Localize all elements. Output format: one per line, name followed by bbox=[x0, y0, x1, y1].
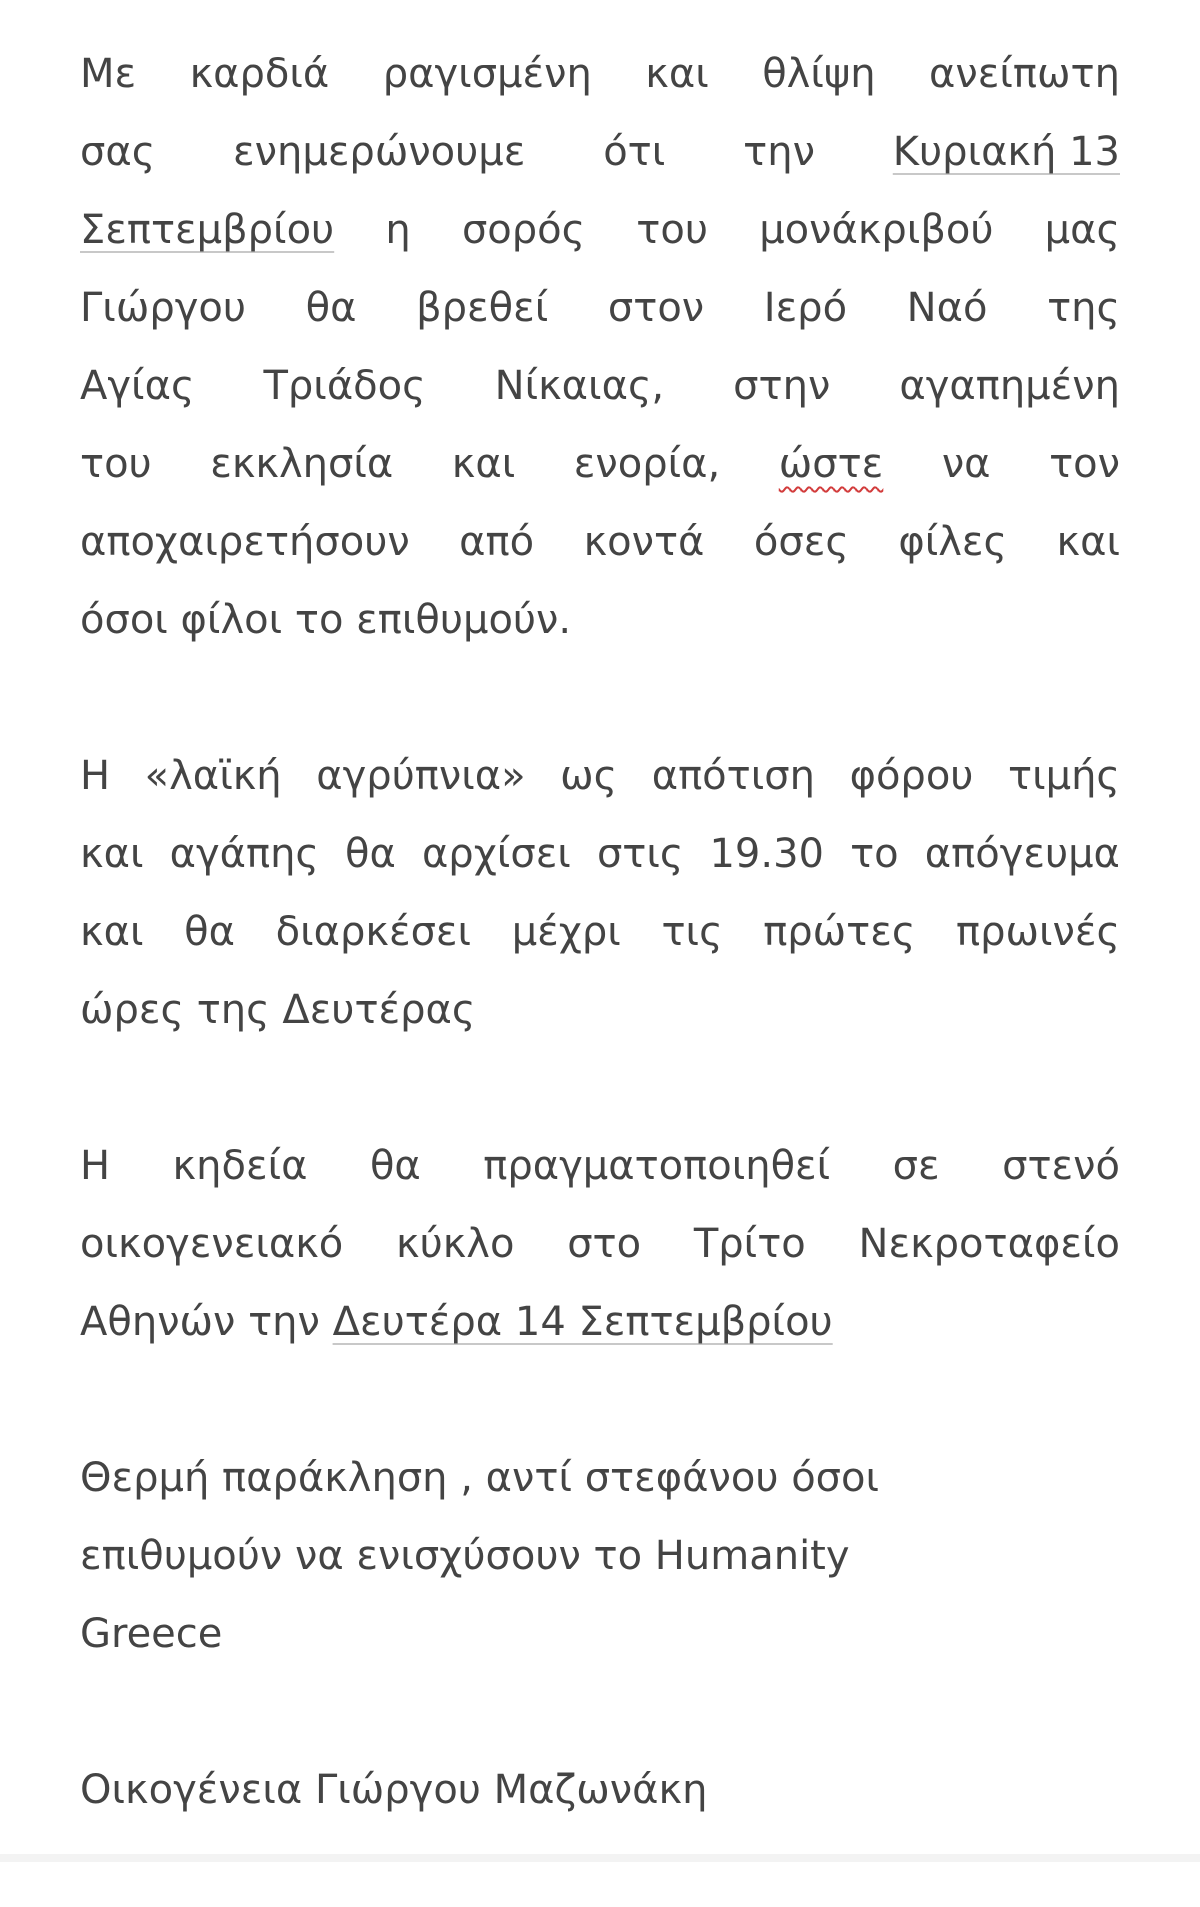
word: Αθηνών την bbox=[80, 1299, 333, 1345]
word: τις bbox=[661, 909, 723, 955]
word: Η bbox=[80, 1143, 111, 1189]
word: και bbox=[80, 831, 144, 877]
text-line bbox=[80, 425, 1120, 503]
word: Τριάδος bbox=[263, 363, 426, 409]
word: όσες bbox=[753, 519, 849, 565]
word: να bbox=[941, 441, 991, 487]
word: ως bbox=[560, 753, 618, 799]
word: απόγευμα bbox=[924, 831, 1120, 877]
date-link-monday[interactable]: Δευτέρα 14 Σεπτεμβρίου bbox=[332, 1299, 833, 1345]
word: θα bbox=[184, 909, 235, 955]
word: ότι bbox=[603, 129, 666, 175]
text-line: επιθυμούν να ενισχύσουν το Humanity bbox=[80, 1533, 850, 1579]
word: και bbox=[80, 909, 144, 955]
word: μέχρι bbox=[511, 909, 621, 955]
paragraph-vigil bbox=[80, 737, 1120, 1049]
word: και bbox=[1056, 519, 1120, 565]
word: φόρου bbox=[849, 753, 974, 799]
word: φίλες bbox=[898, 519, 1008, 565]
word: από bbox=[459, 519, 535, 565]
word: σορός bbox=[461, 207, 586, 253]
text-line: όσοι φίλοι το επιθυμούν. bbox=[80, 597, 572, 643]
word: στον bbox=[607, 285, 705, 331]
word: στο bbox=[567, 1221, 642, 1267]
word: του bbox=[636, 207, 708, 253]
word: 19.30 bbox=[709, 831, 824, 877]
text-line: Greece bbox=[80, 1611, 223, 1657]
word: θα bbox=[305, 285, 357, 331]
signature-line: Οικογένεια Γιώργου Μαζωνάκη bbox=[80, 1767, 708, 1813]
spellcheck-flagged-word[interactable]: ώστε bbox=[778, 441, 884, 487]
word: θλίψη bbox=[762, 51, 876, 97]
text-line bbox=[80, 1205, 1120, 1283]
word: οικογενειακό bbox=[80, 1221, 344, 1267]
text-line: ώρες της Δευτέρας bbox=[80, 987, 476, 1033]
word: αγαπημένη bbox=[899, 363, 1120, 409]
word: θα bbox=[369, 1143, 421, 1189]
word: κοντά bbox=[583, 519, 705, 565]
text-line bbox=[80, 737, 1120, 815]
word: Νεκροταφείο bbox=[858, 1221, 1120, 1267]
word: κηδεία bbox=[172, 1143, 308, 1189]
paragraph-announcement bbox=[80, 35, 1120, 659]
word: πραγματοποιηθεί bbox=[483, 1143, 831, 1189]
word: «λαϊκή bbox=[144, 753, 282, 799]
word: απότιση bbox=[651, 753, 815, 799]
word: σε bbox=[892, 1143, 940, 1189]
date-link-september[interactable]: Σεπτεμβρίου bbox=[80, 207, 335, 253]
word: στις bbox=[596, 831, 684, 877]
text-line bbox=[80, 1283, 1120, 1361]
word: η bbox=[385, 207, 411, 253]
text-line: Θερμή παράκληση , αντί στεφάνου όσοι bbox=[80, 1455, 880, 1501]
signature bbox=[80, 1751, 1120, 1829]
date-link-sunday[interactable]: Κυριακή 13 bbox=[892, 129, 1120, 175]
text-line bbox=[80, 1127, 1120, 1205]
word: και bbox=[645, 51, 709, 97]
announcement-document bbox=[80, 35, 1120, 1907]
word: βρεθεί bbox=[416, 285, 549, 331]
word: καρδιά bbox=[189, 51, 330, 97]
word: διαρκέσει bbox=[275, 909, 472, 955]
word: μας bbox=[1044, 207, 1120, 253]
word: σας bbox=[80, 129, 156, 175]
paragraph-donation-request bbox=[80, 1439, 1120, 1673]
word: εκκλησία bbox=[210, 441, 394, 487]
word: Νίκαιας, bbox=[494, 363, 665, 409]
word: Τρίτο bbox=[693, 1221, 806, 1267]
word: Αγίας bbox=[80, 363, 195, 409]
word: στην bbox=[733, 363, 831, 409]
word: θα bbox=[345, 831, 396, 877]
text-line bbox=[80, 35, 1120, 113]
bottom-divider bbox=[0, 1854, 1200, 1862]
word: την bbox=[743, 129, 815, 175]
word: μονάκριβού bbox=[759, 207, 994, 253]
word: το bbox=[850, 831, 899, 877]
word: Ιερό bbox=[763, 285, 848, 331]
word: κύκλο bbox=[396, 1221, 515, 1267]
word: ενορία, bbox=[573, 441, 721, 487]
word: αγάπης bbox=[169, 831, 319, 877]
word: της bbox=[1047, 285, 1120, 331]
word: τιμής bbox=[1008, 753, 1120, 799]
text-line bbox=[80, 815, 1120, 893]
word: ραγισμένη bbox=[382, 51, 592, 97]
word: Η bbox=[80, 753, 111, 799]
text-line bbox=[80, 113, 1120, 191]
text-line bbox=[80, 503, 1120, 581]
word: ενημερώνουμε bbox=[233, 129, 526, 175]
word: αγρύπνια» bbox=[316, 753, 526, 799]
word: του bbox=[80, 441, 152, 487]
word: πρώτες bbox=[763, 909, 916, 955]
word: στενό bbox=[1002, 1143, 1120, 1189]
text-line bbox=[80, 191, 1120, 269]
word: αποχαιρετήσουν bbox=[80, 519, 410, 565]
word: τον bbox=[1049, 441, 1120, 487]
word: Ναό bbox=[906, 285, 988, 331]
word: Γιώργου bbox=[80, 285, 246, 331]
word: και bbox=[451, 441, 516, 487]
text-line bbox=[80, 893, 1120, 971]
word: πρωινές bbox=[956, 909, 1120, 955]
text-line bbox=[80, 269, 1120, 347]
word: Με bbox=[80, 51, 137, 97]
word: αρχίσει bbox=[421, 831, 571, 877]
paragraph-funeral bbox=[80, 1127, 1120, 1361]
word: ανείπωτη bbox=[929, 51, 1120, 97]
text-line bbox=[80, 347, 1120, 425]
